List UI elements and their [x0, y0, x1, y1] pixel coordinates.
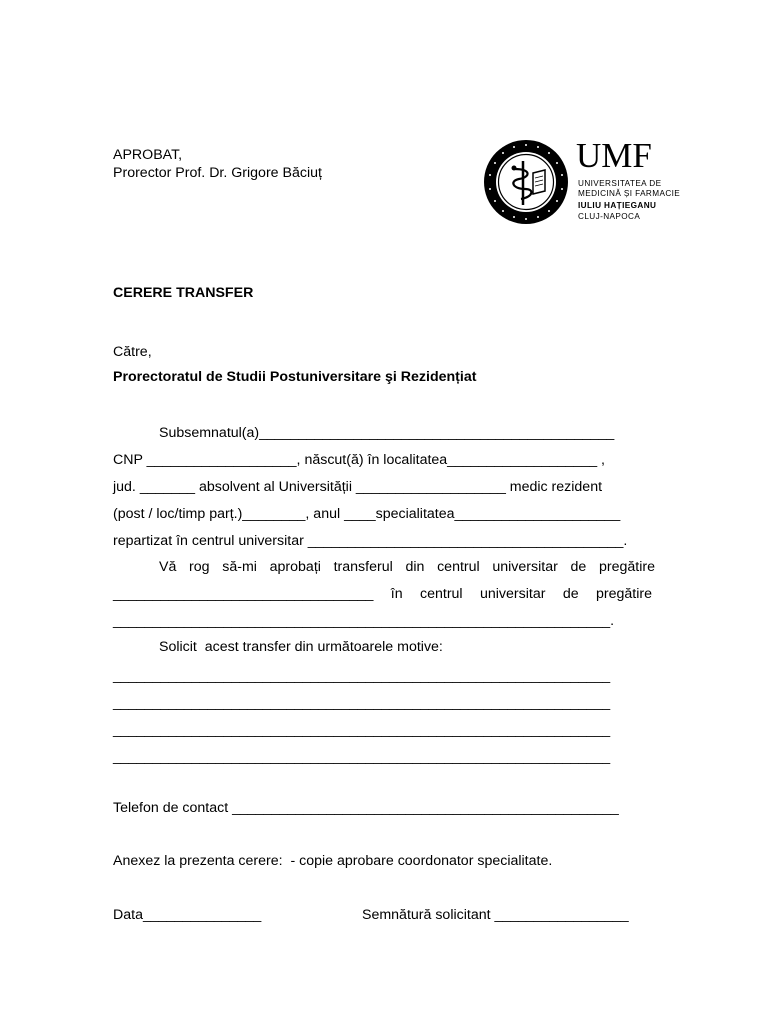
county-university-line: jud. _______ absolvent al Universității ___________________ medic rezident — [113, 479, 603, 495]
annex-line: Anexez la prezenta cerere: - copie aprobare coordonator specialitate. — [113, 853, 553, 869]
addressee-office: Prorectoratul de Studii Postuniversitare şi Rezidențiat — [113, 369, 477, 385]
from-to-center-line: _________________________________ în centrul universitar de pregătire — [113, 586, 652, 602]
logo-line-1: UNIVERSITATEA DE — [578, 179, 662, 188]
logo-line-3: IULIU HAȚIEGANU — [578, 201, 657, 210]
reason-line: _______________________________________________________________ — [113, 668, 611, 684]
approver-name: Prorector Prof. Dr. Grigore Băciuț — [113, 165, 322, 181]
transfer-request-line: Vă rog să-mi aprobați transferul din centrul universitar de pregătire — [159, 559, 655, 575]
logo-acronym: UMF — [576, 136, 652, 175]
reason-line: _______________________________________________________________ — [113, 695, 611, 711]
umf-logo — [483, 136, 683, 231]
applicant-name-line: Subsemnatul(a)_____________________________________________ — [159, 425, 615, 441]
reasons-intro: Solicit acest transfer din următoarele motive: — [159, 639, 443, 655]
approval-label: APROBAT, — [113, 147, 183, 163]
university-seal-icon — [483, 139, 569, 225]
logo-line-2: MEDICINĂ ȘI FARMACIE — [578, 189, 681, 198]
reason-line: _______________________________________________________________ — [113, 749, 611, 765]
date-line: Data_______________ — [113, 907, 262, 923]
contact-phone-line: Telefon de contact _________________________________________________ — [113, 800, 619, 816]
document-title: CERERE TRANSFER — [113, 285, 254, 301]
logo-line-4: CLUJ-NAPOCA — [578, 212, 641, 221]
cnp-birthplace-line: CNP ___________________, născut(ă) în localitatea___________________ , — [113, 452, 605, 468]
destination-center-line: _______________________________________________________________. — [113, 613, 615, 629]
assigned-center-line: repartizat în centrul universitar ________________________________________. — [113, 533, 628, 549]
signature-line: Semnătură solicitant _________________ — [362, 907, 629, 923]
post-year-specialty-line: (post / loc/timp parț.)________, anul ____specialitatea_____________________ — [113, 506, 621, 522]
addressee-to: Către, — [113, 344, 152, 360]
reason-line: _______________________________________________________________ — [113, 722, 611, 738]
